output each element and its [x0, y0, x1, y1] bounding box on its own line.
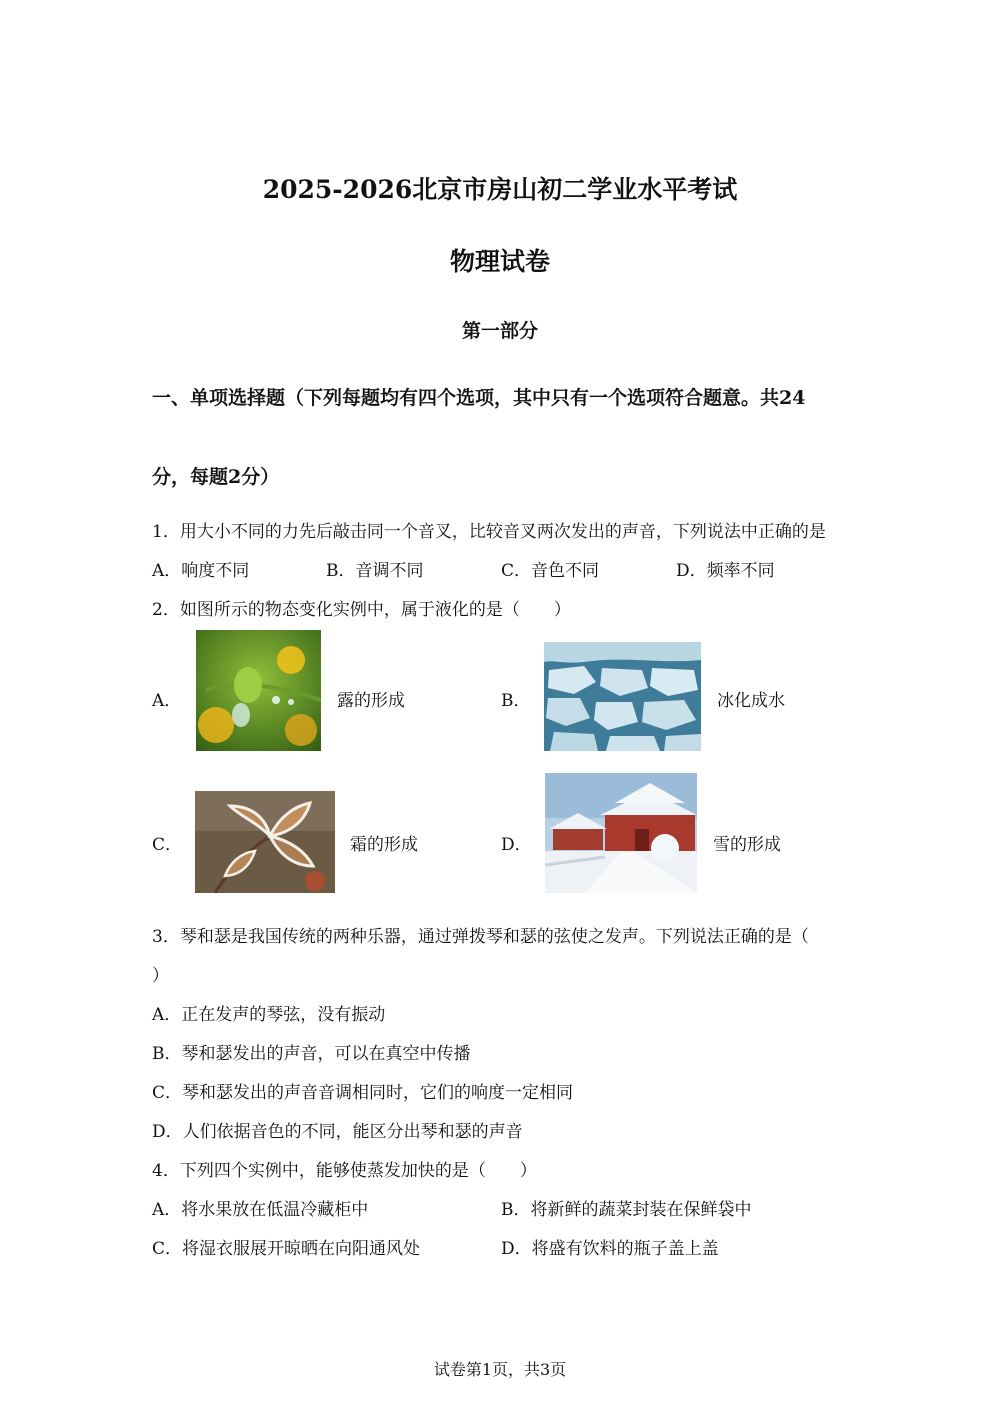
part-heading: 第一部分 [461, 320, 538, 342]
q3-stem-line2: ） [152, 966, 169, 986]
snow-palace-photo [545, 773, 697, 893]
q2-stem: 2．如图所示的物态变化实例中，属于液化的是（ ） [152, 600, 571, 620]
q4-option-d: D．将盛有饮料的瓶子盖上盖 [501, 1239, 719, 1259]
q4-option-c: C．将湿衣服展开晾晒在向阳通风处 [152, 1239, 421, 1259]
q1-option-a: A．响度不同 [152, 561, 250, 581]
q1-option-b: B．音调不同 [326, 561, 424, 581]
exam-subtitle: 物理试卷 [449, 247, 550, 276]
q4-option-b: B．将新鲜的蔬菜封装在保鲜袋中 [501, 1200, 752, 1220]
q2-caption-d: 雪的形成 [713, 835, 781, 855]
q1-option-c: C．音色不同 [501, 561, 600, 581]
q3-option-a: A．正在发声的琴弦，没有振动 [152, 1005, 386, 1025]
q2-caption-a: 露的形成 [337, 691, 405, 711]
q4-option-a: A．将水果放在低温冷藏柜中 [152, 1200, 369, 1220]
frost-photo [195, 791, 335, 893]
q2-option-d-letter: D． [501, 835, 532, 855]
q2-option-b-letter: B． [501, 691, 531, 711]
q1-option-d: D．频率不同 [676, 561, 775, 581]
q2-option-c-letter: C． [152, 835, 183, 855]
q2-caption-b: 冰化成水 [717, 691, 785, 711]
dew-photo [196, 630, 321, 751]
melting-ice-photo [544, 642, 701, 751]
q4-stem: 4．下列四个实例中，能够使蒸发加快的是（ ） [152, 1161, 537, 1181]
q3-stem-line1: 3．琴和瑟是我国传统的两种乐器，通过弹拨琴和瑟的弦使之发声。下列说法正确的是（ [152, 927, 809, 947]
q1-stem: 1．用大小不同的力先后敲击同一个音叉，比较音叉两次发出的声音，下列说法中正确的是 [152, 522, 826, 542]
q3-option-d: D．人们依据音色的不同，能区分出琴和瑟的声音 [152, 1122, 523, 1142]
q2-caption-c: 霜的形成 [350, 835, 418, 855]
q2-option-a-letter: A． [152, 691, 182, 711]
exam-title: 2025-2026北京市房山初二学业水平考试 [262, 175, 738, 204]
section-heading-line1: 一、单项选择题（下列每题均有四个选项，其中只有一个选项符合题意。共24 [152, 387, 806, 409]
section-heading-line2: 分，每题2分） [152, 466, 280, 488]
page-footer: 试卷第1页，共3页 [433, 1360, 567, 1379]
q3-option-b: B．琴和瑟发出的声音，可以在真空中传播 [152, 1044, 471, 1064]
q3-option-c: C．琴和瑟发出的声音音调相同时，它们的响度一定相同 [152, 1083, 574, 1103]
